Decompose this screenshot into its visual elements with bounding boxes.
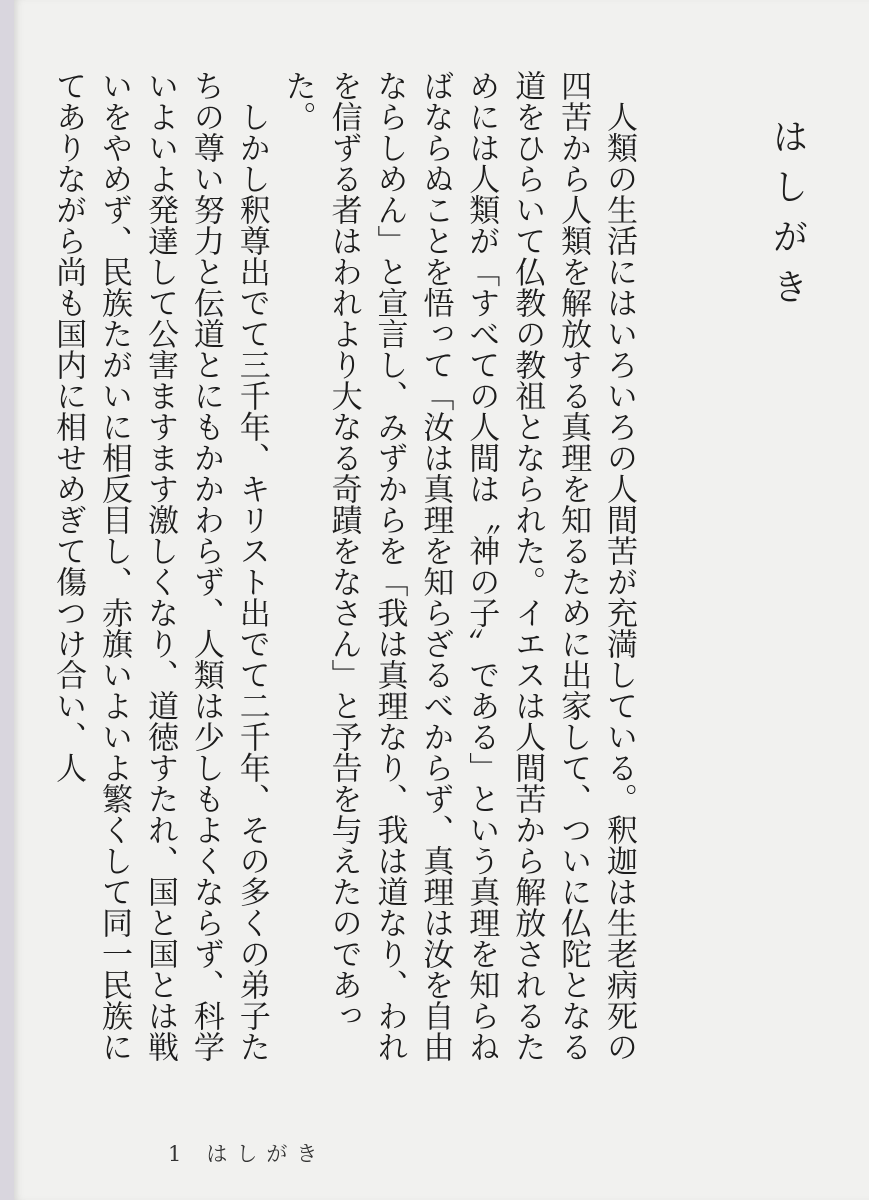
paragraph-1: 人類の生活にはいろいろの人間苦が充満している。釈迦は生老病死の四苦から人類を解放する真理を知るために出家して、ついに仏陀となる道をひらいて仏教の教祖となられた。イエスは人間苦から解放されるためには人類が「すべての人間は〝神の子〟である」という真理を知らねばならぬことを悟って「汝は真理を知らざるべからず、真理は汝を自由ならしめん」と宣言し、みずからを「我は真理なり、我は道なり、われを信ずる者はわれより大なる奇蹟をなさん」と予告を与えたのであった。 bbox=[279, 70, 637, 1062]
page-title: はしがき bbox=[767, 118, 808, 318]
page-number: 1 bbox=[168, 1142, 185, 1166]
running-head: はしがき bbox=[206, 1142, 327, 1166]
body-text bbox=[44, 70, 641, 1070]
page-footer bbox=[168, 1138, 326, 1168]
paragraph-2: しかし釈尊出でて三千年、キリスト出でて二千年、その多くの弟子たちの尊い努力と伝道とにもかかわらず、人類は少しもよくならず、科学いよいよ発達して公害ますます激しくなり、道徳すたれ、国と国とは戦いをやめず、民族たがいに相反目し、赤旗いよいよ繁くして同一民族にてありながら尚も国内に相せめぎて傷つけ合い、人 bbox=[50, 70, 270, 1062]
book-page bbox=[14, 0, 869, 1200]
